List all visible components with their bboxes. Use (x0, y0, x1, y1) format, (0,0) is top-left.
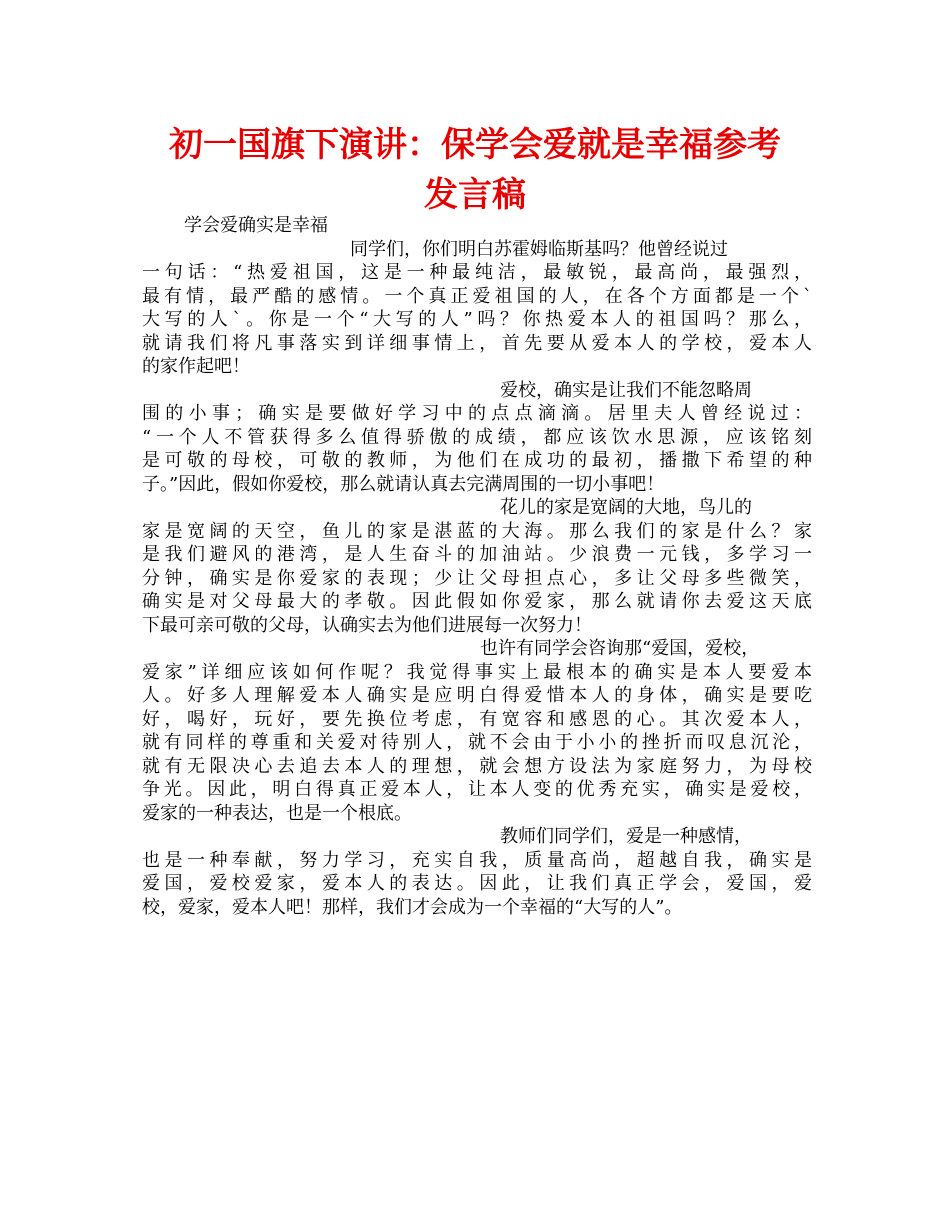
paragraph-line: 最有情，最严酷的感情。一个真正爱祖国的人，在各个方面都是一个` (142, 285, 812, 307)
paragraph-line: 也是一种奉献，努力学习，充实自我，质量高尚，超越自我，确实是 (142, 849, 812, 871)
paragraph-line: 子。”因此，假如你爱校，那么就请认真去完满周围的一切小事吧！ (142, 473, 665, 495)
paragraph-line: “一个人不管获得多么值得骄傲的成绩，都应该饮水思源，应该铭刻 (142, 426, 812, 448)
paragraph-line: 也许有同学会咨询那“爱国，爱校， (480, 638, 760, 659)
paragraph-line: 同学们，你们明白苏霍姆临斯基吗？他曾经说过 (350, 238, 728, 260)
paragraph-line: 确实是对父母最大的孝敬。因此假如你爱家，那么就请你去爱这天底 (142, 591, 812, 612)
paragraph-line: 大写的人`。你是一个“大写的人”吗？你热爱本人的祖国吗？那么， (142, 309, 812, 330)
paragraph-line: 就请我们将凡事落实到详细事情上，首先要从爱本人的学校，爱本人 (142, 332, 812, 354)
title-line-1: 初一国旗下演讲：保学会爱就是幸福参考 (169, 125, 781, 165)
paragraph-line: 爱校，确实是让我们不能忽略周 (500, 379, 752, 401)
paragraph-line: 争光。因此，明白得真正爱本人，让本人变的优秀充实，确实是爱校， (142, 779, 812, 800)
paragraph-line: 爱国，爱校爱家，爱本人的表达。因此，让我们真正学会，爱国，爱 (142, 873, 812, 894)
subtitle-line: 学会爱确实是幸福 (184, 215, 328, 236)
paragraph-line: 爱家的一种表达，也是一个根底。 (142, 802, 412, 824)
paragraph-line: 下最可亲可敬的父母，认确实去为他们进展每一次努力！ (142, 614, 592, 636)
paragraph-line: 是我们避风的港湾，是人生奋斗的加油站。少浪费一元钱，多学习一 (142, 544, 812, 565)
paragraph-line: 的家作起吧！ (142, 356, 250, 377)
paragraph-line: 爱家”详细应该如何作呢？我觉得事实上最根本的确实是本人要爱本 (142, 661, 812, 683)
paragraph-line: 校，爱家，爱本人吧！那样，我们才会成为一个幸福的“大写的人”。 (142, 896, 683, 918)
paragraph-line: 分钟，确实是你爱家的表现；少让父母担点心，多让父母多些微笑， (142, 567, 812, 589)
paragraph-line: 花儿的家是宽阔的大地，鸟儿的 (500, 497, 752, 518)
paragraph-line: 一句话：“热爱祖国，这是一种最纯洁，最敏锐，最高尚，最强烈， (142, 262, 812, 283)
document-body (142, 214, 812, 919)
paragraph-line: 教师们同学们，爱是一种感情， (500, 826, 752, 847)
paragraph-line: 人。好多人理解爱本人确实是应明白得爱惜本人的身体，确实是要吃 (142, 685, 812, 706)
title-line-2: 发言稿 (424, 175, 526, 215)
paragraph-line: 好，喝好，玩好，要先换位考虑，有宽容和感恩的心。其次爱本人， (142, 708, 812, 730)
paragraph-line: 围的小事；确实是要做好学习中的点点滴滴。居里夫人曾经说过： (142, 403, 812, 424)
paragraph-line: 是可敬的母校，可敬的教师，为他们在成功的最初，播撒下希望的种 (142, 450, 812, 471)
paragraph-line: 家是宽阔的天空，鱼儿的家是湛蓝的大海。那么我们的家是什么？家 (142, 520, 812, 542)
document-title (140, 120, 810, 220)
paragraph-line: 就有无限决心去追去本人的理想，就会想方设法为家庭努力，为母校 (142, 755, 812, 777)
paragraph-line: 就有同样的尊重和关爱对待别人，就不会由于小小的挫折而叹息沉沦， (142, 732, 812, 753)
